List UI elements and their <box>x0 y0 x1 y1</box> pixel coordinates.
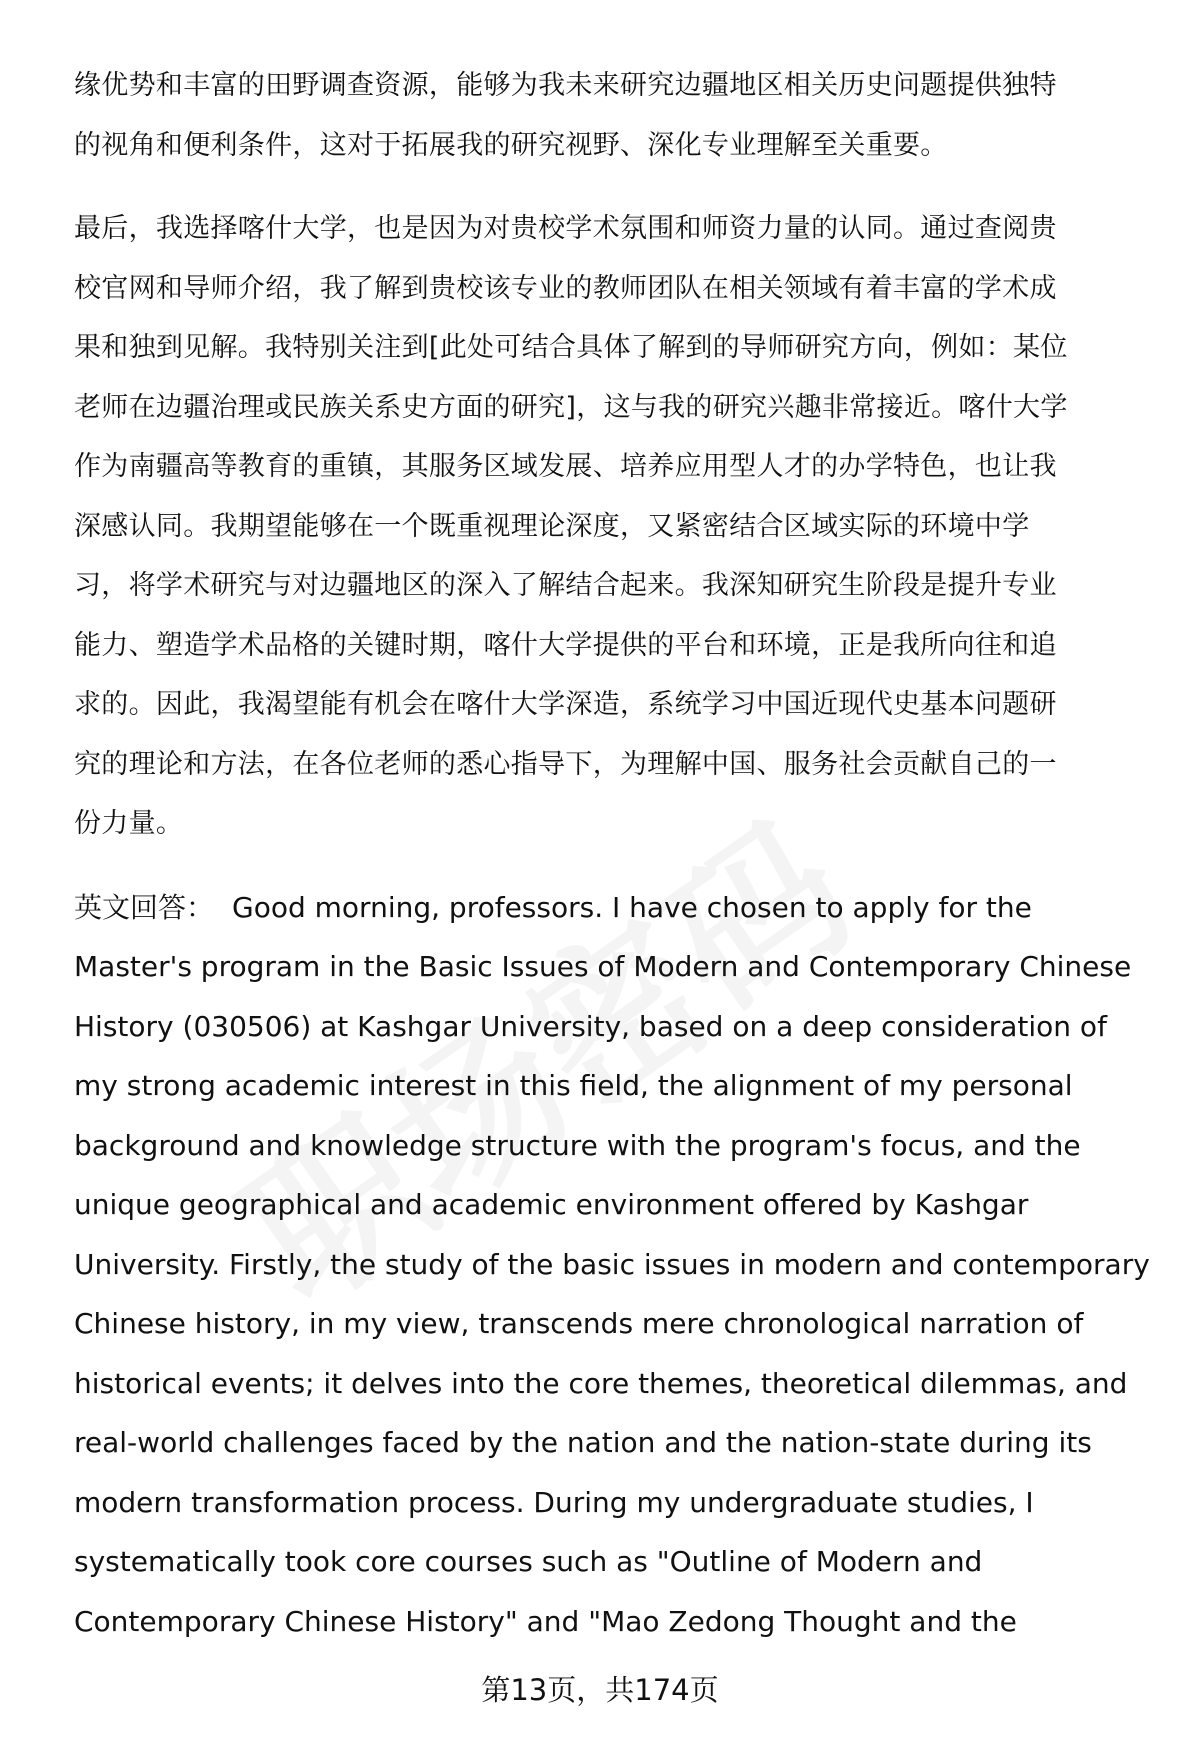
text-line: Contemporary Chinese History" and "Mao Zedong Thought and the <box>74 1604 1017 1638</box>
text-line: 习，将学术研究与对边疆地区的深入了解结合起来。我深知研究生阶段是提升专业 <box>74 570 1057 601</box>
text-line: History (030506) at Kashgar University, based on a deep consideration of <box>74 1009 1107 1043</box>
text-line: Chinese history, in my view, transcends mere chronological narration of <box>74 1307 1084 1340</box>
text-line: real-world challenges faced by the nation and the nation-state during its <box>74 1426 1092 1459</box>
text-line: 求的。因此，我渴望能有机会在喀什大学深造，系统学习中国近现代史基本问题研 <box>74 689 1057 720</box>
text-line: modern transformation process. During my undergraduate studies, I <box>74 1485 1034 1519</box>
text-line: 究的理论和方法，在各位老师的悉心指导下，为理解中国、服务社会贡献自己的一 <box>74 748 1057 780</box>
text-line: 份力量。 <box>74 808 184 839</box>
text-line: 果和独到见解。我特别关注到[此处可结合具体了解到的导师研究方向，例如：某位 <box>74 332 1068 363</box>
text-line: 深感认同。我期望能够在一个既重视理论深度，又紧密结合区域实际的环境中学 <box>74 510 1030 542</box>
text-line: 作为南疆高等教育的重镇，其服务区域发展、培养应用型人才的办学特色，也让我 <box>74 451 1057 482</box>
paragraph-1 <box>74 56 1154 175</box>
paragraph-3 <box>74 878 1154 1652</box>
text-line: background and knowledge structure with the program's focus, and the <box>74 1128 1081 1162</box>
text-line: systematically took core courses such as "Outline of Modern and <box>74 1545 983 1578</box>
text-span: Good morning, professors. I have chosen to apply for the <box>232 890 1032 924</box>
text-line: 校官网和导师介绍，我了解到贵校该专业的教师团队在相关领域有着丰富的学术成 <box>74 272 1057 304</box>
text-line: Master's program in the Basic Issues of Modern and Contemporary Chinese <box>74 950 1132 983</box>
answer-label: 英文回答： <box>74 890 215 924</box>
text-line: 的视角和便利条件，这对于拓展我的研究视野、深化专业理解至关重要。 <box>74 129 948 161</box>
text-line: 最后，我选择喀什大学，也是因为对贵校学术氛围和师资力量的认同。通过查阅贵 <box>74 213 1057 244</box>
text-line <box>74 878 1154 938</box>
text-line: 能力、塑造学术品格的关键时期，喀什大学提供的平台和环境，正是我所向往和追 <box>74 629 1057 661</box>
text-line: 老师在边疆治理或民族关系史方面的研究]，这与我的研究兴趣非常接近。喀什大学 <box>74 391 1068 423</box>
text-line: 缘优势和丰富的田野调查资源，能够为我未来研究边疆地区相关历史问题提供独特 <box>74 70 1057 101</box>
text-line: historical events; it delves into the core themes, theoretical dilemmas, and <box>74 1366 1128 1400</box>
document-page <box>74 56 1154 1651</box>
page-number: 第13页，共174页 <box>481 1673 719 1707</box>
text-line: unique geographical and academic environment offered by Kashgar <box>74 1188 1029 1221</box>
text-line: my strong academic interest in this field, the alignment of my personal <box>74 1069 1073 1102</box>
text-line: University. Firstly, the study of the basic issues in modern and contemporary <box>74 1247 1150 1281</box>
paragraph-2 <box>74 199 1154 854</box>
